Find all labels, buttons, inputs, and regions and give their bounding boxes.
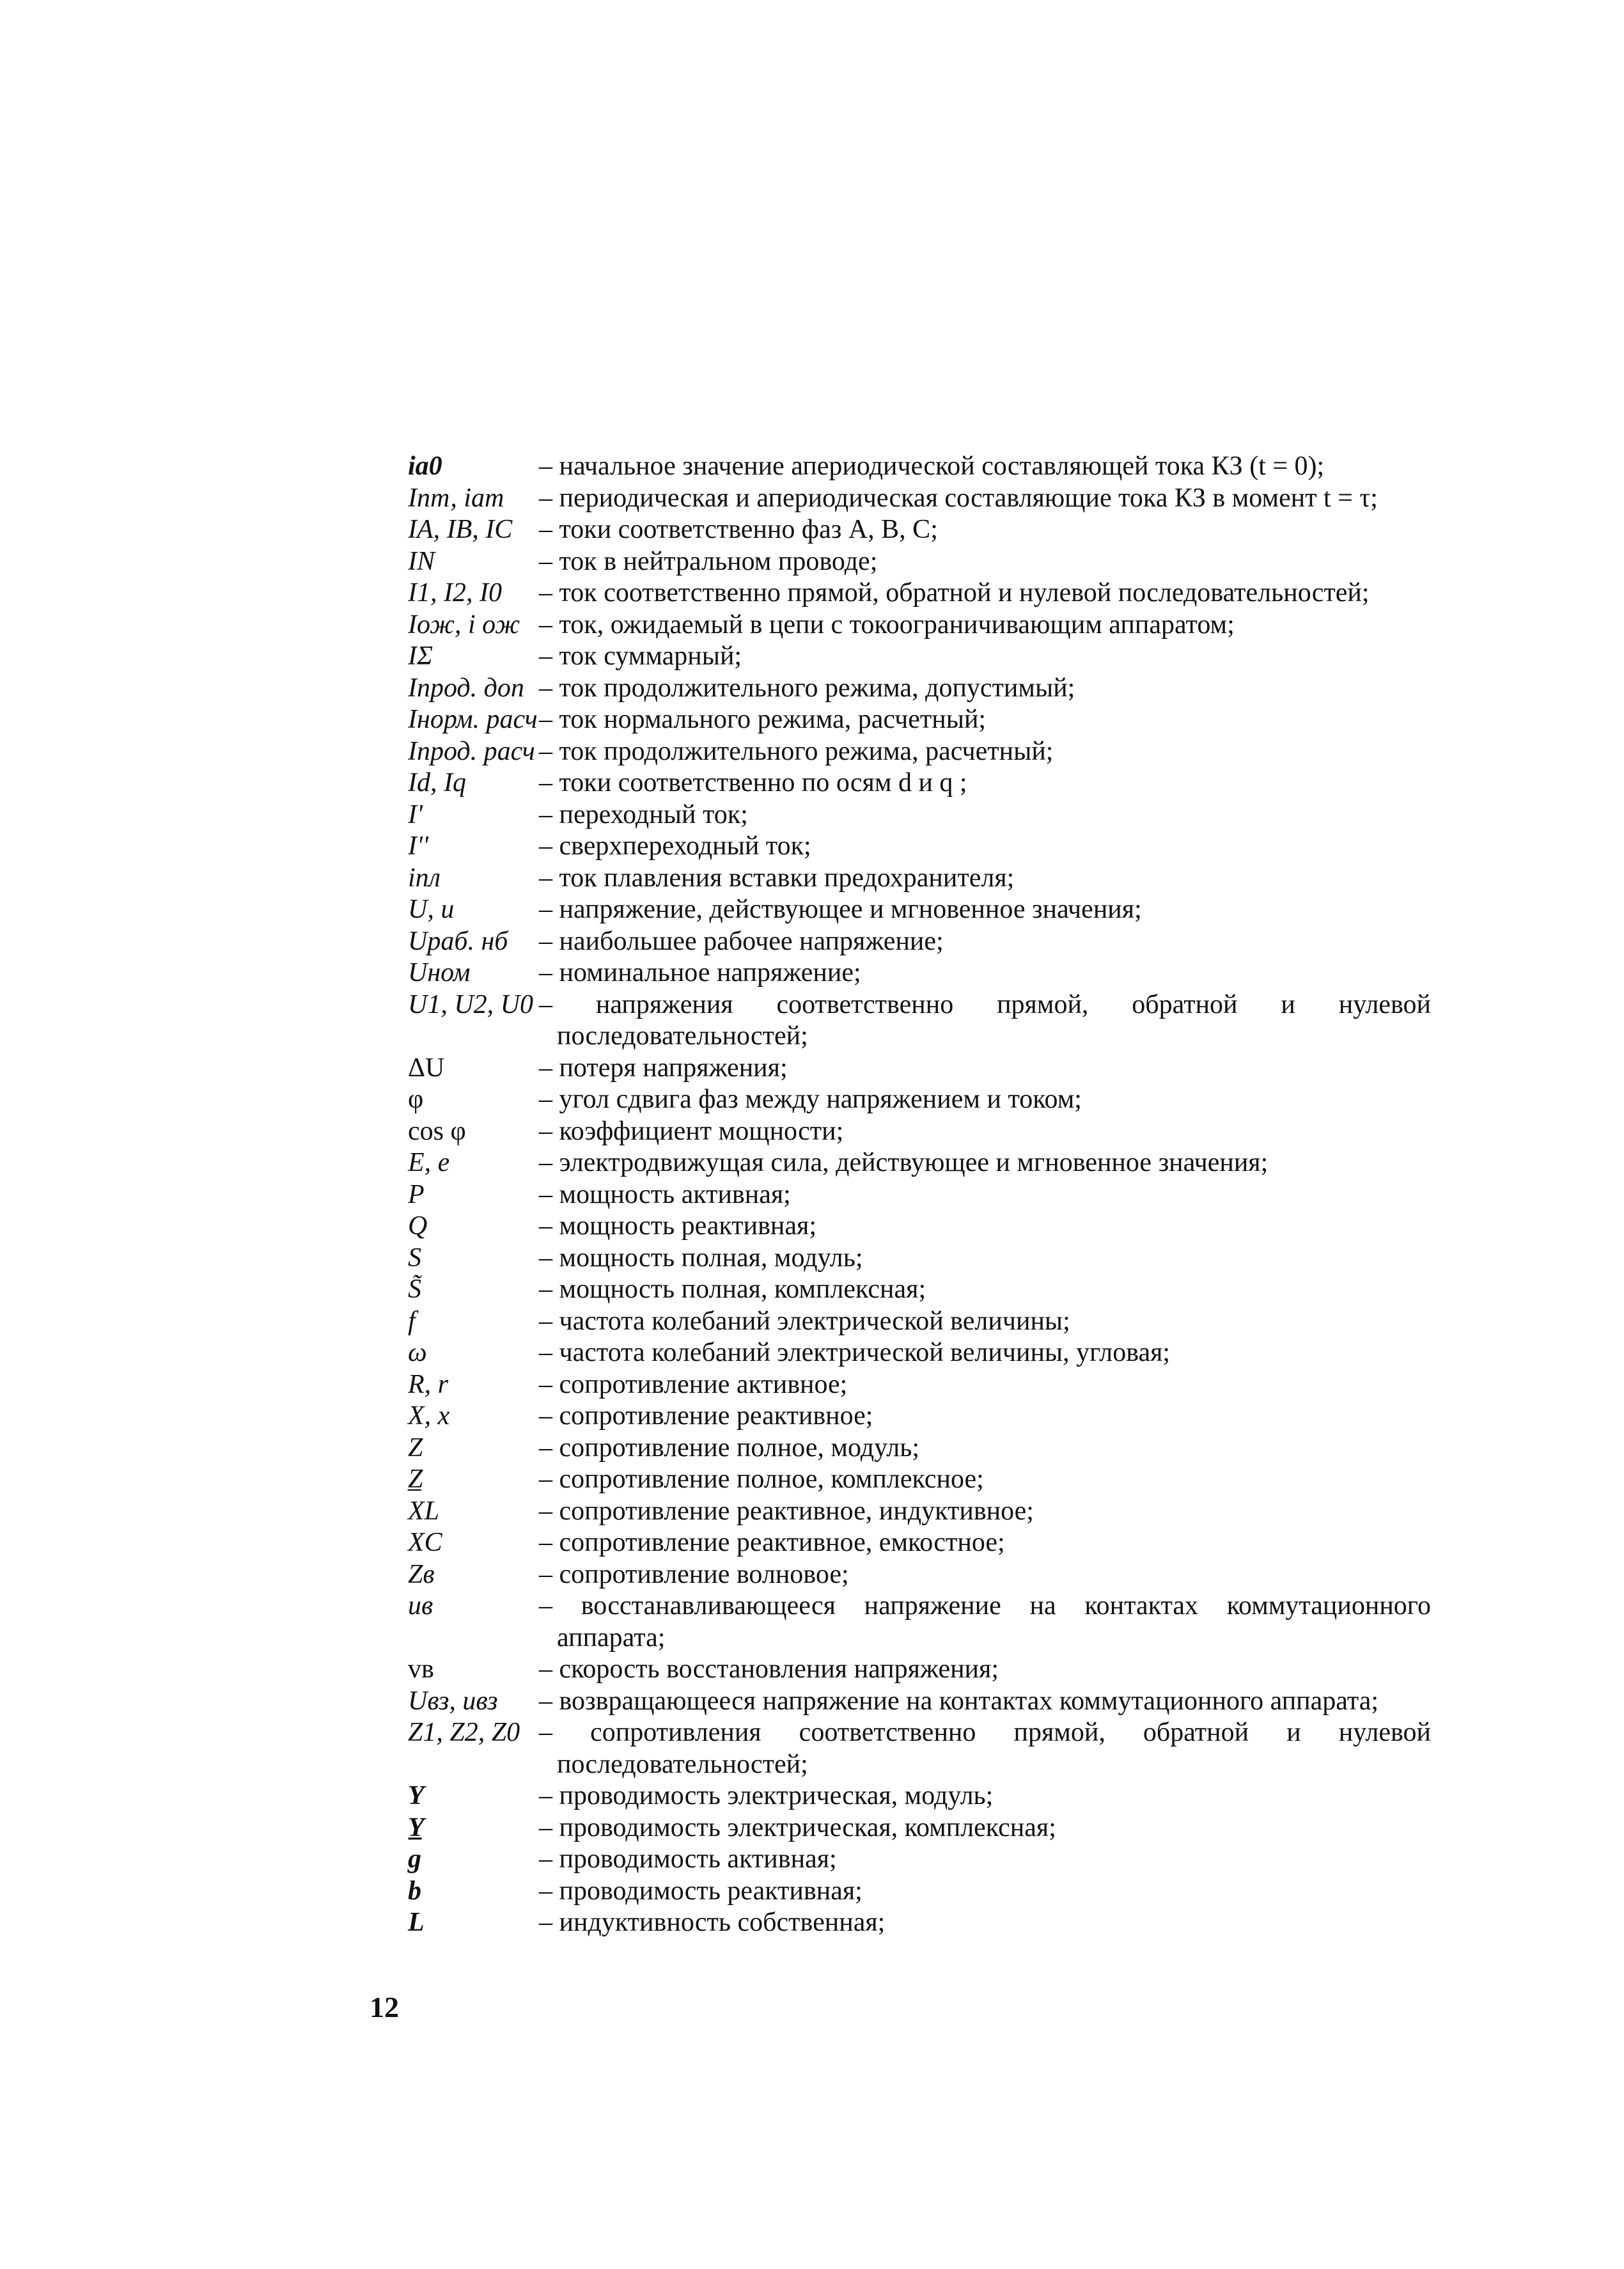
- symbol: Q: [408, 1211, 428, 1241]
- glossary-row: [408, 514, 1431, 546]
- glossary-row: [408, 641, 1431, 673]
- glossary-row: [408, 1116, 1431, 1148]
- glossary-row: [408, 483, 1431, 515]
- symbol: R, r: [408, 1369, 448, 1399]
- symbol: Iнорм. расч: [408, 705, 538, 734]
- definition: – восстанавливающееся напряжение на контактах коммутационного аппарата;: [539, 1591, 1431, 1653]
- definition: – мощность полная, комплексная;: [539, 1275, 926, 1304]
- definition: – потеря напряжения;: [539, 1053, 788, 1083]
- definition: – угол сдвига фаз между напряжением и током;: [539, 1085, 1082, 1114]
- glossary-row: [408, 1433, 1431, 1464]
- symbol: Uном: [408, 958, 471, 987]
- glossary-row: [408, 1053, 1431, 1085]
- definition: – ток плавления вставки предохранителя;: [539, 863, 1015, 893]
- symbol: iпл: [408, 863, 441, 893]
- definition: – сверхпереходный ток;: [539, 831, 811, 861]
- definition: – напряжения соответственно прямой, обратной и нулевой последовательностей;: [539, 989, 1431, 1051]
- definition: – сопротивление полное, комплексное;: [539, 1464, 984, 1494]
- definition: – мощность активная;: [539, 1179, 791, 1209]
- symbol: IN: [408, 546, 435, 576]
- symbol: ΔU: [408, 1053, 445, 1083]
- glossary-row: [408, 1337, 1431, 1369]
- symbol: Y: [408, 1781, 425, 1810]
- glossary-row: [408, 1780, 1431, 1812]
- symbol: Id, Iq: [408, 768, 466, 797]
- glossary-row: [408, 1306, 1431, 1338]
- definition: – ток продолжительного режима, расчетный;: [539, 736, 1054, 766]
- definition: – номинальное напряжение;: [539, 958, 861, 987]
- glossary-row: [408, 957, 1431, 989]
- symbol: Iпрод. расч: [408, 736, 535, 766]
- symbol: L: [408, 1908, 425, 1937]
- glossary-row: [408, 704, 1431, 736]
- definition: – токи соответственно фаз A, B, C;: [539, 515, 938, 544]
- glossary-row: [408, 1084, 1431, 1116]
- definition: – ток нормального режима, расчетный;: [539, 705, 987, 734]
- definition: – сопротивления соответственно прямой, обратной и нулевой последовательностей;: [539, 1718, 1431, 1779]
- definition: – ток, ожидаемый в цепи с токоограничивающим аппаратом;: [539, 609, 1235, 640]
- glossary-row: [408, 1654, 1431, 1686]
- symbol: S̃: [408, 1275, 421, 1304]
- definition: – начальное значение апериодической составляющей тока КЗ (t = 0);: [539, 451, 1325, 481]
- symbol: uв: [408, 1591, 433, 1621]
- page-number: 12: [370, 1991, 399, 2023]
- definition: – сопротивление волновое;: [539, 1559, 849, 1589]
- glossary-row: [408, 1812, 1431, 1844]
- definition: – проводимость электрическая, модуль;: [539, 1781, 994, 1810]
- definition: – ток продолжительного режима, допустимый;: [539, 673, 1075, 703]
- glossary-row: [408, 831, 1431, 863]
- symbol-glossary: [408, 451, 1431, 1939]
- definition: – ток в нейтральном проводе;: [539, 546, 878, 576]
- definition: – сопротивление активное;: [539, 1369, 848, 1399]
- symbol: IA, IB, IC: [408, 515, 513, 544]
- symbol: g: [408, 1844, 421, 1874]
- glossary-row: [408, 1243, 1431, 1275]
- glossary-row: [408, 1464, 1431, 1496]
- glossary-row: [408, 1179, 1431, 1211]
- definition: – переходный ток;: [539, 799, 748, 829]
- definition: – наибольшее рабочее напряжение;: [539, 926, 944, 956]
- definition: – ток суммарный;: [539, 641, 742, 671]
- glossary-row: [408, 1717, 1431, 1780]
- symbol: Iпт, iат: [408, 483, 504, 513]
- definition: – ток соответственно прямой, обратной и нулевой последовательностей;: [539, 578, 1370, 608]
- symbol: P: [408, 1179, 425, 1209]
- symbol: iа0: [408, 451, 442, 481]
- definition: – мощность реактивная;: [539, 1211, 817, 1241]
- glossary-row: [408, 989, 1431, 1053]
- symbol: Uраб. нб: [408, 926, 508, 956]
- glossary-row: [408, 1559, 1431, 1591]
- definition: – сопротивление реактивное;: [539, 1401, 873, 1431]
- glossary-row: [408, 767, 1431, 799]
- glossary-row: [408, 1844, 1431, 1876]
- definition: – токи соответственно по осям d и q ;: [539, 768, 967, 797]
- glossary-row: [408, 799, 1431, 831]
- glossary-row: [408, 1907, 1431, 1939]
- symbol: cos φ: [408, 1116, 466, 1146]
- glossary-row: [408, 1211, 1431, 1243]
- symbol: I': [408, 799, 423, 829]
- glossary-row: [408, 1369, 1431, 1401]
- symbol: U1, U2, U0: [408, 989, 533, 1019]
- symbol: vв: [408, 1654, 434, 1684]
- glossary-row: [408, 1496, 1431, 1528]
- symbol: Iпрод. доп: [408, 673, 524, 703]
- glossary-row: [408, 1527, 1431, 1559]
- symbol: Iож, i ож: [408, 609, 520, 640]
- definition: – мощность полная, модуль;: [539, 1243, 863, 1273]
- definition: – частота колебаний электрической величины;: [539, 1306, 1070, 1336]
- symbol: Z1, Z2, Z0: [408, 1718, 520, 1747]
- definition: – частота колебаний электрической величины, угловая;: [539, 1338, 1171, 1367]
- symbol: φ: [408, 1085, 424, 1114]
- symbol: XC: [408, 1528, 442, 1557]
- glossary-row: [408, 1401, 1431, 1433]
- glossary-row: [408, 673, 1431, 705]
- glossary-row: [408, 577, 1431, 609]
- glossary-row: [408, 451, 1431, 483]
- definition: – сопротивление полное, модуль;: [539, 1433, 920, 1463]
- definition: – периодическая и апериодическая составляющие тока КЗ в момент t = τ;: [539, 483, 1378, 513]
- definition: – сопротивление реактивное, емкостное;: [539, 1528, 1005, 1557]
- glossary-row: [408, 863, 1431, 895]
- definition: – электродвижущая сила, действующее и мгновенное значения;: [539, 1148, 1269, 1177]
- glossary-row: [408, 926, 1431, 958]
- symbol: b: [408, 1876, 421, 1906]
- glossary-row: [408, 894, 1431, 926]
- definition: – возвращающееся напряжение на контактах коммутационного аппарата;: [539, 1686, 1379, 1716]
- glossary-row: [408, 1274, 1431, 1306]
- symbol: f: [408, 1306, 416, 1336]
- definition: – проводимость электрическая, комплексная;: [539, 1812, 1056, 1842]
- symbol: E, e: [408, 1148, 450, 1177]
- glossary-row: [408, 1686, 1431, 1718]
- definition: – скорость восстановления напряжения;: [539, 1654, 999, 1684]
- glossary-row: [408, 1147, 1431, 1179]
- symbol: IΣ: [408, 641, 433, 671]
- symbol: Uвз, uвз: [408, 1686, 498, 1716]
- glossary-row: [408, 1876, 1431, 1908]
- glossary-row: [408, 736, 1431, 768]
- symbol: X, x: [408, 1401, 450, 1431]
- symbol: Zв: [408, 1559, 435, 1589]
- glossary-row: [408, 609, 1431, 641]
- definition: – проводимость реактивная;: [539, 1876, 863, 1906]
- definition: – коэффициент мощности;: [539, 1116, 844, 1146]
- definition: – индуктивность собственная;: [539, 1908, 886, 1937]
- definition: – напряжение, действующее и мгновенное значения;: [539, 895, 1142, 924]
- symbol: XL: [408, 1496, 440, 1526]
- glossary-row: [408, 1590, 1431, 1654]
- symbol: ω: [408, 1338, 427, 1367]
- symbol: I1, I2, I0: [408, 578, 502, 608]
- symbol: Y̲: [408, 1812, 425, 1842]
- definition: – сопротивление реактивное, индуктивное;: [539, 1496, 1034, 1526]
- symbol: Z̲: [408, 1464, 423, 1494]
- symbol: Z: [408, 1433, 423, 1463]
- symbol: S: [408, 1243, 421, 1273]
- symbol: U, u: [408, 895, 455, 924]
- glossary-row: [408, 546, 1431, 578]
- definition: – проводимость активная;: [539, 1844, 837, 1874]
- symbol: I'': [408, 831, 428, 861]
